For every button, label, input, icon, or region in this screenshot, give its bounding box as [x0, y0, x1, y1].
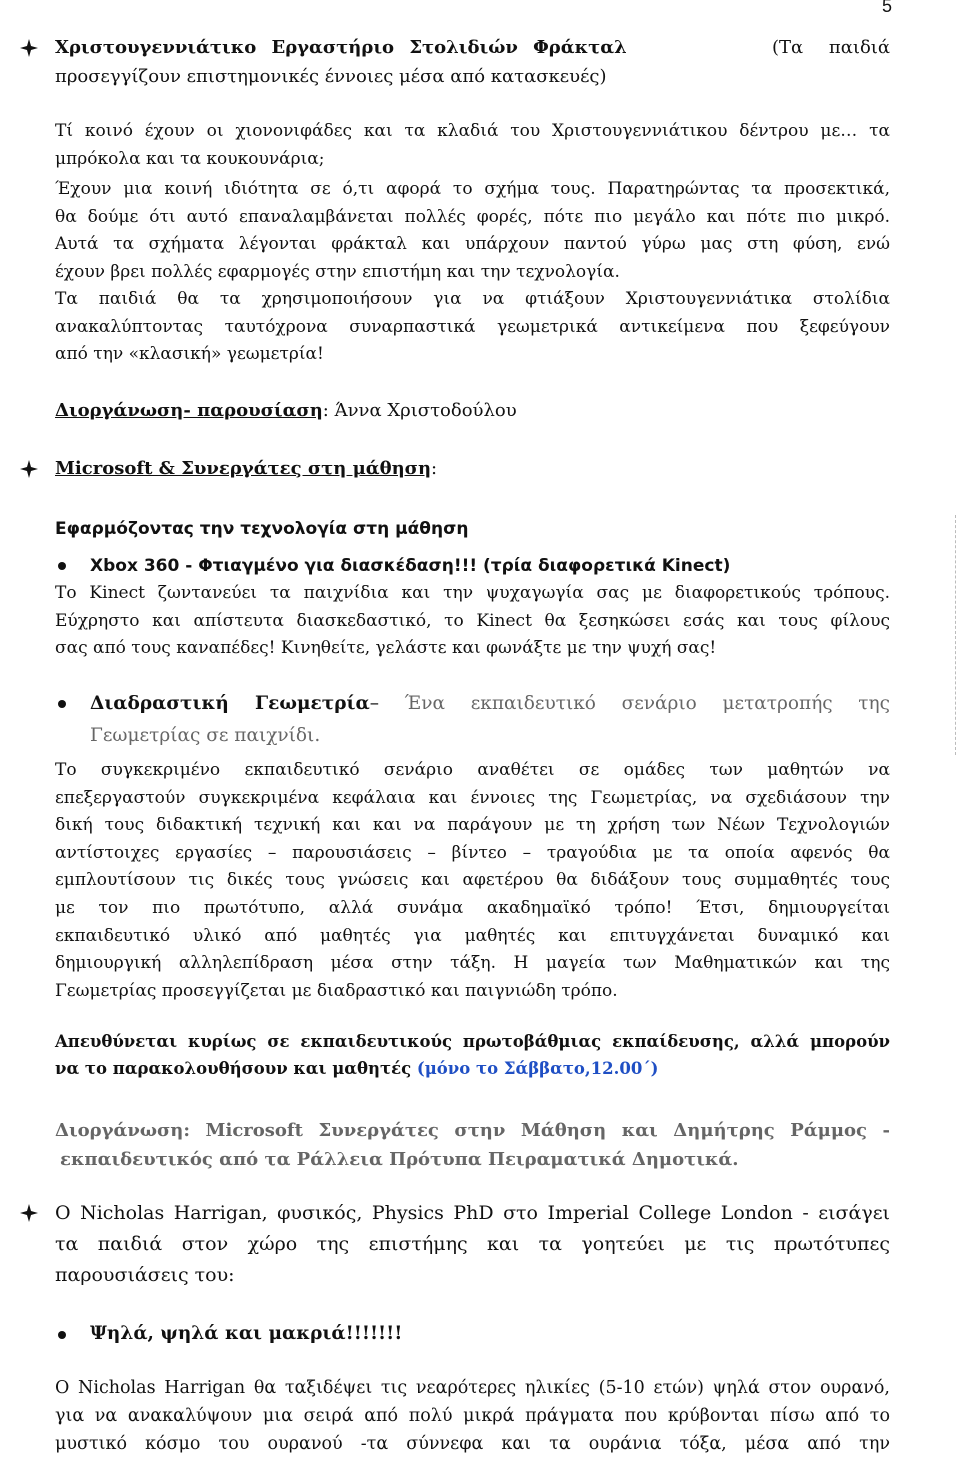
paragraph-line: Έχουν μια κοινή ιδιότητα σε ό,τι αφορά το σχήμα τους. Παρατηρώντας τα προσεκτικά,	[55, 179, 890, 199]
paragraph-line: Εύχρηστο και απίστευτα διασκεδαστικό, το Kinect θα ξεσηκώσει εσάς και τους φίλους	[55, 610, 890, 631]
paragraph-line: θα δούμε ότι αυτό επαναλαμβάνεται πολλές φορές, πότε πιο μεγάλο και πότε πιο μικρό.	[55, 206, 890, 227]
bullet-dot-icon	[58, 562, 66, 570]
section2-title-suffix: :	[431, 458, 438, 479]
diamond-bullet-icon	[20, 460, 38, 478]
geometry-item-title	[90, 690, 890, 718]
paragraph-line: έχουν βρει πολλές εφαρμογές στην επιστήμη και την τεχνολογία.	[55, 261, 620, 282]
audience-line: Απευθύνεται κυρίως σε εκπαιδευτικούς πρωτοβάθμιας εκπαίδευσης, αλλά μπορούν	[55, 1032, 890, 1051]
section1-subtitle: προσεγγίζουν επιστημονικές έννοιες μέσα από κατασκευές)	[55, 66, 607, 87]
paragraph-line: εκπαιδευτικό υλικό από μαθητές για μαθητές και επιτυγχάνεται δυναμικό και	[55, 925, 890, 946]
paragraph-line: Ο Nicholas Harrigan, φυσικός, Physics PhD στο Imperial College London - εισάγει	[55, 1202, 890, 1224]
harrigan-item-title: Ψηλά, ψηλά και μακριά!!!!!!!	[90, 1323, 403, 1344]
section2-title: Microsoft & Συνεργάτες στη μάθηση	[55, 458, 432, 479]
paragraph-line: επεξεργαστούν συγκεκριμένα κεφάλαια και έννοιες της Γεωμετρίας, να σχεδιάσουν την	[55, 787, 890, 808]
section2-organizer: Διοργάνωση: Microsoft Συνεργάτες στην Μάθηση και Δημήτρης Ράμμος -	[55, 1120, 890, 1141]
bullet-dot-icon	[58, 700, 66, 708]
audience-note: (μόνο το Σάββατο,12.00΄)	[411, 1059, 659, 1078]
paragraph-line: Τα παιδιά θα τα χρησιμοποιήσουν για να φτιάξουν Χριστουγεννιάτικα στολίδια	[55, 289, 890, 309]
organizer-label: Διοργάνωση- παρουσίαση	[55, 400, 323, 421]
organizer-name: : Άννα Χριστοδούλου	[322, 400, 517, 421]
geometry-item-title-bold: Διαδραστική Γεωμετρία	[90, 693, 370, 714]
paragraph-line: από την «κλασική» γεωμετρία!	[55, 344, 324, 364]
paragraph-line: εμπλουτίσουν τις δικές τους γνώσεις και αφετέρου θα διδάξουν τους συμμαθητές τους	[55, 870, 890, 891]
section1-subtitle-start: (Τα παιδιά	[772, 37, 890, 58]
section1-title-line	[55, 34, 890, 62]
paragraph-line: με τον πιο πρωτότυπο, αλλά συνάμα ακαδημαϊκό τρόπο! Έτσι, δημιουργείται	[55, 898, 890, 918]
audience-line-2	[55, 1055, 890, 1083]
section1-organizer	[55, 397, 890, 425]
diamond-bullet-icon	[20, 39, 38, 57]
paragraph-line: Το Kinect ζωντανεύει τα παιχνίδια και την ψυχαγωγία σας με διαφορετικούς τρόπους.	[55, 583, 890, 603]
paragraph-line: σας από τους καναπέδες! Κινηθείτε, γελάστε και φωνάξτε με την ψυχή σας!	[55, 638, 717, 658]
paragraph-line: Ο Nicholas Harrigan θα ταξιδέψει τις νεαρότερες ηλικίες (5-10 ετών) ψηλά στον ουρανό,	[55, 1378, 890, 1398]
geometry-item-subtitle: Ένα εκπαιδευτικό σενάριο μετατροπής της	[404, 693, 890, 714]
paragraph-line: δημιουργική αλληλεπίδραση μέσα στην τάξη. Η μαγεία των Μαθηματικών και της	[55, 953, 890, 974]
paragraph-line: Το συγκεκριμένο εκπαιδευτικό σενάριο αναθέτει σε ομάδες των μαθητών να	[55, 760, 890, 780]
paragraph-line: ανακαλύπτοντας ταυτόχρονα συναρπαστικά γεωμετρικά αντικείμενα που ξεφεύγουν	[55, 316, 890, 337]
paragraph-line: Αυτά τα σχήματα λέγονται φράκταλ και υπάρχουν παντού γύρω μας στη φύση, ενώ	[55, 234, 890, 254]
section2-heading: Εφαρμόζοντας την τεχνολογία στη μάθηση	[55, 519, 469, 539]
audience-text: να το παρακολουθήσουν και μαθητές	[55, 1059, 412, 1078]
xbox-item-title: Xbox 360 - Φτιαγμένο για διασκέδαση!!! (τρία διαφορετικά Kinect)	[90, 556, 731, 576]
paragraph-line: Γεωμετρίας προσεγγίζεται με διαδραστικό και παιγνιώδη τρόπο.	[55, 980, 618, 1001]
paragraph-line: μπρόκολα και τα κουκουνάρια;	[55, 148, 325, 169]
page-number: 5	[881, 0, 892, 16]
bullet-dot-icon	[58, 1331, 66, 1339]
paragraph-line: για να ανακαλύψουν μια σειρά από πολύ μικρά πράγματα που κρύβονται πίσω από το	[55, 1406, 890, 1426]
paragraph-line: τα παιδιά στον χώρο της επιστήμης και τα γοητεύει με τις πρωτότυπες	[55, 1233, 890, 1255]
paragraph-line: Τί κοινό έχουν οι χιονονιφάδες και τα κλαδιά του Χριστουγεννιάτικου δέντρου με… τα	[55, 121, 890, 141]
section1-title: Χριστουγεννιάτικο Εργαστήριο Στολιδιών Φράκταλ	[55, 37, 627, 58]
paragraph-line: παρουσιάσεις του:	[55, 1264, 235, 1286]
diamond-bullet-icon	[20, 1204, 38, 1222]
paragraph-line: μυστικό κόσμο του ουρανού -τα σύννεφα και τα ουράνια τόξα, μέσα από την	[55, 1434, 890, 1454]
margin-line	[955, 515, 956, 755]
geometry-item-subtitle-end: Γεωμετρίας σε παιχνίδι.	[90, 725, 321, 746]
paragraph-line: δική τους διδακτική τεχνική και και να παράγουν με τη χρήση των Νέων Τεχνολογιών	[55, 815, 890, 836]
geometry-item-dash: –	[369, 693, 405, 714]
paragraph-line: αντίστοιχες εργασίες – παρουσιάσεις – βίντεο – τραγούδια με τα οποία αφενός θα	[55, 842, 890, 863]
section2-organizer-2: εκπαιδευτικός από τα Ράλλεια Πρότυπα Πειραματικά Δημοτικά.	[60, 1149, 739, 1170]
section2-title-line	[55, 455, 890, 483]
